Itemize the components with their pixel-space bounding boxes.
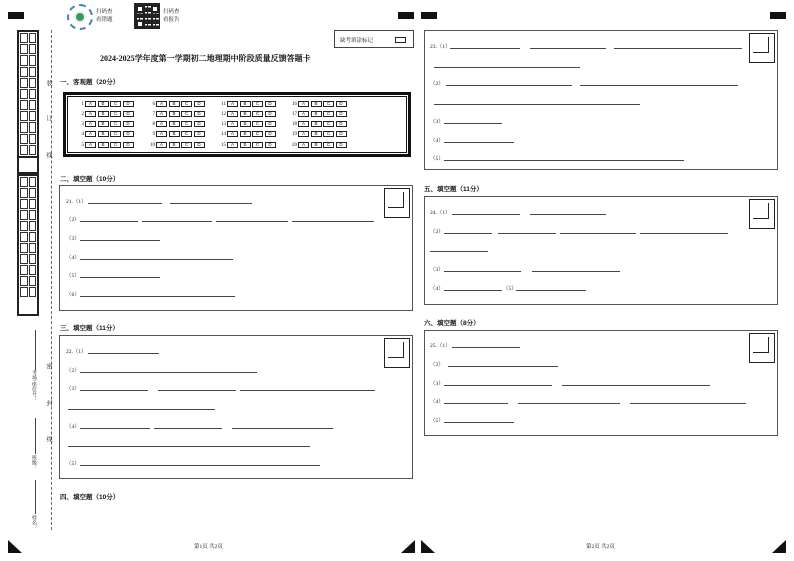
q23-5-blank[interactable] bbox=[444, 160, 684, 161]
corner-mark-tm1 bbox=[398, 12, 414, 19]
binding-dashed-line bbox=[51, 30, 52, 530]
q24-2-blank-e[interactable] bbox=[430, 251, 488, 252]
q24-5-blank[interactable] bbox=[516, 290, 586, 291]
objective-question-1 bbox=[76, 100, 135, 108]
option-c-bubble[interactable]: C bbox=[323, 131, 334, 137]
q23-answer-box bbox=[424, 30, 778, 170]
section-3-title: 三、填空题（11分） bbox=[60, 325, 119, 332]
section-6-answer-box bbox=[424, 330, 778, 436]
q24-2-blank-b[interactable] bbox=[498, 233, 556, 234]
option-b-bubble[interactable]: B bbox=[240, 101, 251, 107]
section-3-score-box[interactable] bbox=[384, 338, 410, 368]
option-d-bubble[interactable]: D bbox=[194, 142, 205, 148]
q25-5-label: （5） bbox=[430, 418, 444, 424]
q25-4-blank-b[interactable] bbox=[518, 403, 620, 404]
objective-question-20 bbox=[289, 141, 348, 149]
objective-question-19 bbox=[289, 130, 348, 138]
q25-4-blank-c[interactable] bbox=[630, 403, 746, 404]
option-c-bubble[interactable]: C bbox=[110, 111, 121, 117]
q24-2-label: （2） bbox=[430, 229, 444, 235]
absent-mark-box[interactable] bbox=[334, 30, 414, 48]
page-number-left: 第1页 共2页 bbox=[194, 544, 223, 550]
option-d-bubble[interactable]: D bbox=[123, 111, 134, 117]
corner-mark-tr bbox=[770, 12, 786, 19]
objective-number: 18 bbox=[292, 121, 297, 127]
q22-1-blank[interactable] bbox=[88, 353, 159, 354]
q21-1-label: 21.（1） bbox=[66, 199, 87, 205]
q23-score-box[interactable] bbox=[749, 33, 775, 63]
objective-number: 13 bbox=[221, 121, 226, 127]
name-label: 姓名： bbox=[31, 515, 36, 530]
objective-question-12 bbox=[218, 110, 277, 118]
q22-4-blank-c[interactable] bbox=[232, 428, 333, 429]
option-c-bubble[interactable]: C bbox=[252, 121, 263, 127]
objective-question-15 bbox=[218, 141, 277, 149]
option-c-bubble[interactable]: C bbox=[110, 142, 121, 148]
corner-mark-tm2 bbox=[421, 12, 437, 19]
q22-2-blank[interactable] bbox=[80, 372, 257, 373]
option-b-bubble[interactable]: B bbox=[98, 142, 109, 148]
option-d-bubble[interactable]: D bbox=[123, 131, 134, 137]
q24-1-blank-b[interactable] bbox=[530, 214, 606, 215]
option-c-bubble[interactable]: C bbox=[110, 121, 121, 127]
option-b-bubble[interactable]: B bbox=[169, 111, 180, 117]
q23-1-label: 23.（1） bbox=[430, 44, 451, 50]
objective-number: 15 bbox=[221, 142, 226, 148]
q21-6-label: （6） bbox=[66, 292, 80, 298]
section-2-score-box[interactable] bbox=[384, 188, 410, 218]
binding-feng: 封 bbox=[45, 400, 51, 406]
binding-ding: 订 bbox=[45, 115, 51, 121]
section-1-title: 一、客观题（20分） bbox=[60, 79, 120, 86]
option-b-bubble[interactable]: B bbox=[169, 131, 180, 137]
q21-3-label: （3） bbox=[66, 236, 80, 242]
section-6-score-box[interactable] bbox=[749, 333, 775, 363]
q23-2-blank-c[interactable] bbox=[434, 104, 640, 105]
q21-2-blank-d[interactable] bbox=[292, 221, 374, 222]
q23-1-blank-d[interactable] bbox=[434, 67, 580, 68]
option-b-bubble[interactable]: B bbox=[311, 131, 322, 137]
q24-5-label: （5） bbox=[503, 286, 517, 292]
q23-2-blank-a[interactable] bbox=[446, 85, 572, 86]
option-d-bubble[interactable]: D bbox=[123, 121, 134, 127]
option-c-bubble[interactable]: C bbox=[323, 121, 334, 127]
scan-check-label-2: 看错题 bbox=[96, 17, 113, 23]
option-b-bubble[interactable]: B bbox=[169, 142, 180, 148]
objective-number: 12 bbox=[221, 111, 226, 117]
option-d-bubble[interactable]: D bbox=[265, 142, 276, 148]
q23-1-blank-c[interactable] bbox=[614, 48, 742, 49]
objective-number: 10 bbox=[150, 142, 155, 148]
binding-zhuang: 装 bbox=[45, 80, 51, 86]
option-b-bubble[interactable]: B bbox=[311, 111, 322, 117]
objective-question-9 bbox=[147, 130, 206, 138]
objective-question-17 bbox=[289, 110, 348, 118]
q24-4-label: （4） bbox=[430, 286, 444, 292]
objective-question-6 bbox=[147, 100, 206, 108]
option-c-bubble[interactable]: C bbox=[181, 142, 192, 148]
objective-number: 14 bbox=[221, 131, 226, 137]
option-d-bubble[interactable]: D bbox=[336, 142, 347, 148]
id-grid-top[interactable] bbox=[17, 30, 39, 158]
id-grid-bottom[interactable] bbox=[17, 174, 39, 316]
absent-mark-label: 缺考填涂标记 bbox=[340, 38, 374, 44]
q22-4-blank-d[interactable] bbox=[68, 446, 310, 447]
objective-number: 1 bbox=[81, 101, 84, 107]
q21-2-blank-c[interactable] bbox=[216, 221, 288, 222]
option-b-bubble[interactable]: B bbox=[169, 121, 180, 127]
option-c-bubble[interactable]: C bbox=[252, 111, 263, 117]
option-a-bubble[interactable]: A bbox=[298, 101, 309, 107]
binding-mi: 密 bbox=[45, 363, 51, 369]
objective-number: 9 bbox=[152, 131, 155, 137]
option-b-bubble[interactable]: B bbox=[98, 121, 109, 127]
option-a-bubble[interactable]: A bbox=[156, 131, 167, 137]
option-a-bubble[interactable]: A bbox=[85, 101, 96, 107]
q22-2-label: （2） bbox=[66, 368, 80, 374]
option-d-bubble[interactable]: D bbox=[194, 131, 205, 137]
q24-3-blank-b[interactable] bbox=[532, 271, 620, 272]
q21-3-blank[interactable] bbox=[80, 240, 160, 241]
objective-number: 11 bbox=[221, 101, 226, 107]
q23-1-blank-a[interactable] bbox=[450, 48, 520, 49]
objective-question-14 bbox=[218, 130, 277, 138]
option-b-bubble[interactable]: B bbox=[240, 131, 251, 137]
q22-1-label: 22.（1） bbox=[66, 349, 87, 355]
q22-3-blank-d[interactable] bbox=[68, 409, 215, 410]
option-a-bubble[interactable]: A bbox=[298, 111, 309, 117]
option-b-bubble[interactable]: B bbox=[240, 111, 251, 117]
q21-5-label: （5） bbox=[66, 273, 80, 279]
q24-1-label: 24.（1） bbox=[430, 210, 451, 216]
q21-1-blank-b[interactable] bbox=[170, 203, 252, 204]
absent-mark-checkbox[interactable] bbox=[395, 37, 406, 43]
option-d-bubble[interactable]: D bbox=[123, 101, 134, 107]
section-2-title: 二、填空题（10分） bbox=[60, 176, 120, 183]
q24-4-blank[interactable] bbox=[444, 290, 502, 291]
page-title: 2024-2025学年度第一学期初二地理期中阶段质量反馈答题卡 bbox=[100, 54, 311, 63]
q23-2-label: （2） bbox=[430, 81, 444, 87]
q24-2-blank-c[interactable] bbox=[560, 233, 636, 234]
option-d-bubble[interactable]: D bbox=[265, 131, 276, 137]
class-label: 班级： bbox=[31, 455, 36, 470]
q24-2-blank-a[interactable] bbox=[444, 233, 492, 234]
section-6-title: 六、填空题（8分） bbox=[424, 320, 480, 327]
q21-2-blank-a[interactable] bbox=[80, 221, 138, 222]
option-d-bubble[interactable]: D bbox=[265, 121, 276, 127]
option-c-bubble[interactable]: C bbox=[252, 142, 263, 148]
option-d-bubble[interactable]: D bbox=[194, 101, 205, 107]
exam-seat-line[interactable] bbox=[35, 330, 36, 370]
objective-question-3 bbox=[76, 120, 135, 128]
corner-triangle-bm2 bbox=[421, 540, 435, 553]
objective-question-13 bbox=[218, 120, 277, 128]
option-a-bubble[interactable]: A bbox=[156, 101, 167, 107]
q25-4-blank-a[interactable] bbox=[444, 403, 508, 404]
qr-code[interactable] bbox=[134, 3, 160, 29]
option-d-bubble[interactable]: D bbox=[265, 101, 276, 107]
scan-check-label: 扫码查 bbox=[96, 9, 113, 15]
option-c-bubble[interactable]: C bbox=[110, 101, 121, 107]
option-a-bubble[interactable]: A bbox=[227, 121, 238, 127]
option-b-bubble[interactable]: B bbox=[98, 111, 109, 117]
q21-2-label: （2） bbox=[66, 217, 80, 223]
option-d-bubble[interactable]: D bbox=[336, 111, 347, 117]
scan-report-label-2: 看报告 bbox=[163, 17, 180, 23]
q23-4-blank[interactable] bbox=[444, 142, 514, 143]
objective-question-7 bbox=[147, 110, 206, 118]
option-d-bubble[interactable]: D bbox=[336, 121, 347, 127]
q25-1-label: 25.（1） bbox=[430, 343, 451, 349]
name-line[interactable] bbox=[35, 480, 36, 514]
objective-question-4 bbox=[76, 130, 135, 138]
option-c-bubble[interactable]: C bbox=[323, 142, 334, 148]
q25-5-blank[interactable] bbox=[444, 422, 514, 423]
option-a-bubble[interactable]: A bbox=[156, 121, 167, 127]
objective-number: 3 bbox=[81, 121, 84, 127]
id-grid-mid bbox=[17, 158, 39, 174]
q25-4-label: （4） bbox=[430, 399, 444, 405]
option-d-bubble[interactable]: D bbox=[194, 121, 205, 127]
option-d-bubble[interactable]: D bbox=[336, 101, 347, 107]
q25-3-blank-a[interactable] bbox=[444, 385, 552, 386]
objective-number: 17 bbox=[292, 111, 297, 117]
option-a-bubble[interactable]: A bbox=[227, 111, 238, 117]
option-d-bubble[interactable]: D bbox=[336, 131, 347, 137]
section-3-answer-box bbox=[59, 335, 413, 479]
objective-question-11 bbox=[218, 100, 277, 108]
school-logo bbox=[67, 4, 93, 30]
objective-number: 6 bbox=[152, 101, 155, 107]
option-c-bubble[interactable]: C bbox=[323, 101, 334, 107]
q25-1-blank[interactable] bbox=[452, 347, 520, 348]
q24-3-label: （3） bbox=[430, 267, 444, 273]
option-b-bubble[interactable]: B bbox=[311, 121, 322, 127]
q21-5-blank[interactable] bbox=[80, 277, 160, 278]
objective-number: 7 bbox=[152, 111, 155, 117]
option-a-bubble[interactable]: A bbox=[298, 142, 309, 148]
q23-4-label: （4） bbox=[430, 138, 444, 144]
q23-3-label: （3） bbox=[430, 119, 444, 125]
option-d-bubble[interactable]: D bbox=[194, 111, 205, 117]
objective-number: 19 bbox=[292, 131, 297, 137]
q22-3-blank-b[interactable] bbox=[158, 390, 236, 391]
option-b-bubble[interactable]: B bbox=[240, 142, 251, 148]
option-a-bubble[interactable]: A bbox=[85, 111, 96, 117]
q21-6-blank[interactable] bbox=[80, 296, 235, 297]
objective-question-5 bbox=[76, 141, 135, 149]
option-c-bubble[interactable]: C bbox=[181, 131, 192, 137]
q22-4-label: （4） bbox=[66, 424, 80, 430]
option-a-bubble[interactable]: A bbox=[298, 131, 309, 137]
binding-xian: 线 bbox=[45, 152, 51, 158]
q25-3-blank-b[interactable] bbox=[562, 385, 710, 386]
option-a-bubble[interactable]: A bbox=[156, 111, 167, 117]
binding-xian-2: 线 bbox=[45, 436, 51, 442]
objective-question-16 bbox=[289, 100, 348, 108]
class-line[interactable] bbox=[35, 418, 36, 454]
option-b-bubble[interactable]: B bbox=[98, 131, 109, 137]
q24-1-blank-a[interactable] bbox=[452, 214, 520, 215]
section-5-title: 五、填空题（11分） bbox=[424, 186, 483, 193]
option-a-bubble[interactable]: A bbox=[156, 142, 167, 148]
q25-2-blank[interactable] bbox=[448, 366, 558, 367]
option-c-bubble[interactable]: C bbox=[181, 121, 192, 127]
scan-report-label: 扫码查 bbox=[163, 9, 180, 15]
option-a-bubble[interactable]: A bbox=[227, 142, 238, 148]
corner-triangle-bl bbox=[8, 540, 22, 553]
objective-number: 8 bbox=[152, 121, 155, 127]
q21-4-blank[interactable] bbox=[80, 259, 233, 260]
option-a-bubble[interactable]: A bbox=[227, 131, 238, 137]
corner-triangle-br bbox=[772, 540, 786, 553]
option-a-bubble[interactable]: A bbox=[85, 131, 96, 137]
option-a-bubble[interactable]: A bbox=[298, 121, 309, 127]
option-d-bubble[interactable]: D bbox=[265, 111, 276, 117]
option-a-bubble[interactable]: A bbox=[85, 142, 96, 148]
objective-number: 5 bbox=[81, 142, 84, 148]
objective-question-18 bbox=[289, 120, 348, 128]
q21-4-label: （4） bbox=[66, 255, 80, 261]
q22-3-blank-c[interactable] bbox=[240, 390, 375, 391]
q24-2-blank-d[interactable] bbox=[640, 233, 728, 234]
q25-2-label: （2） bbox=[430, 362, 444, 368]
option-b-bubble[interactable]: B bbox=[311, 101, 322, 107]
q21-2-blank-b[interactable] bbox=[142, 221, 212, 222]
option-c-bubble[interactable]: C bbox=[181, 111, 192, 117]
option-d-bubble[interactable]: D bbox=[123, 142, 134, 148]
option-c-bubble[interactable]: C bbox=[252, 101, 263, 107]
objective-number: 4 bbox=[81, 131, 84, 137]
q22-3-label: （3） bbox=[66, 386, 80, 392]
q22-4-blank-a[interactable] bbox=[80, 428, 150, 429]
q22-5-label: （5） bbox=[66, 461, 80, 467]
q23-2-blank-b[interactable] bbox=[580, 85, 738, 86]
q21-1-blank-a[interactable] bbox=[88, 203, 162, 204]
option-a-bubble[interactable]: A bbox=[85, 121, 96, 127]
q25-3-label: （3） bbox=[430, 381, 444, 387]
option-a-bubble[interactable]: A bbox=[227, 101, 238, 107]
objective-number: 2 bbox=[81, 111, 84, 117]
q22-4-blank-b[interactable] bbox=[154, 428, 222, 429]
objective-question-10 bbox=[147, 141, 206, 149]
option-c-bubble[interactable]: C bbox=[110, 131, 121, 137]
objective-question-2 bbox=[76, 110, 135, 118]
q22-3-blank-a[interactable] bbox=[80, 390, 148, 391]
q23-1-blank-b[interactable] bbox=[530, 48, 606, 49]
objective-number: 20 bbox=[292, 142, 297, 148]
objective-question-8 bbox=[147, 120, 206, 128]
section-4-title: 四、填空题（10分） bbox=[60, 494, 120, 501]
option-c-bubble[interactable]: C bbox=[323, 111, 334, 117]
q23-5-label: （5） bbox=[430, 156, 444, 162]
option-b-bubble[interactable]: B bbox=[240, 121, 251, 127]
option-c-bubble[interactable]: C bbox=[252, 131, 263, 137]
corner-triangle-bm1 bbox=[401, 540, 415, 553]
q23-3-blank[interactable] bbox=[444, 123, 502, 124]
option-b-bubble[interactable]: B bbox=[311, 142, 322, 148]
q24-3-blank-a[interactable] bbox=[444, 271, 521, 272]
page-number-right: 第2页 共2页 bbox=[586, 544, 615, 550]
q22-5-blank[interactable] bbox=[80, 465, 320, 466]
exam-seat-label: 考场/座位号： bbox=[31, 370, 36, 402]
option-b-bubble[interactable]: B bbox=[169, 101, 180, 107]
option-b-bubble[interactable]: B bbox=[98, 101, 109, 107]
objective-number: 16 bbox=[292, 101, 297, 107]
section-5-score-box[interactable] bbox=[749, 199, 775, 229]
corner-mark-tl bbox=[8, 12, 24, 19]
option-c-bubble[interactable]: C bbox=[181, 101, 192, 107]
